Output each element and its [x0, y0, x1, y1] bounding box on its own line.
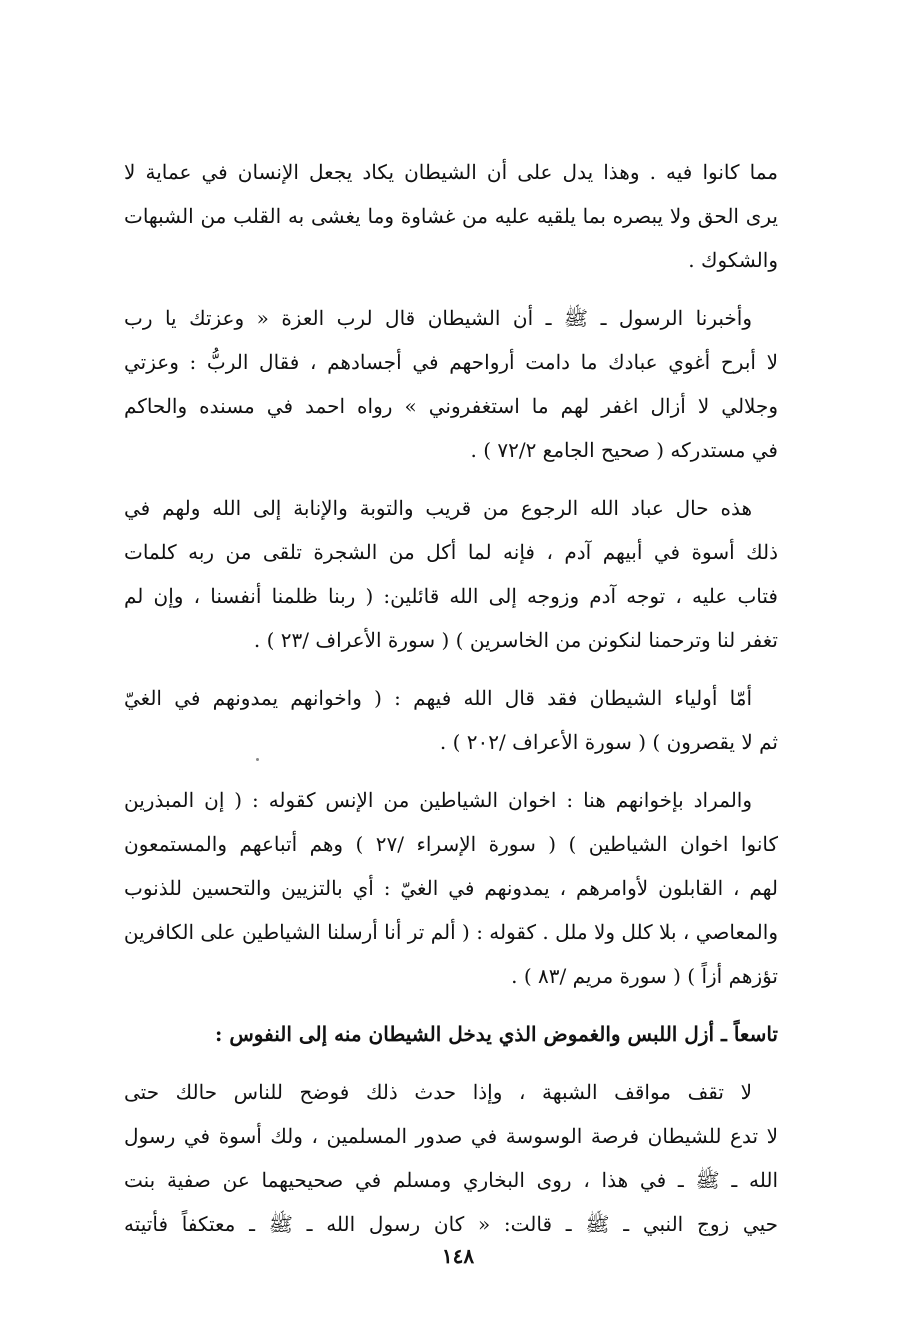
text-line: حيي زوج النبي ـ ﷺ ـ قالت: « كان رسول الله ـ ﷺ ـ معتكفاً فأتيته — [124, 1212, 778, 1236]
text-line: لهم ، القابلون لأوامرهم ، يمدونهم في الغيّ : أي بالتزيين والتحسين للذنوب — [124, 876, 778, 900]
page-number: ١٤٨ — [441, 1244, 475, 1268]
paragraph — [124, 296, 778, 472]
text-line: لا تقف مواقف الشبهة ، وإذا حدث ذلك فوضح للناس حالك حتى — [124, 1080, 752, 1104]
text-line: والشكوك . — [688, 248, 778, 272]
paragraph — [124, 778, 778, 998]
text-line: الله ـ ﷺ ـ في هذا ، روى البخاري ومسلم في صحيحيهما عن صفية بنت — [124, 1168, 778, 1192]
text-line: فتاب عليه ، توجه آدم وزوجه إلى الله قائلين: ( ربنا ظلمنا أنفسنا ، وإن لم — [124, 584, 778, 608]
text-line: في مستدركه ( صحيح الجامع ٧٢/٢ ) . — [470, 438, 778, 462]
text-line: لا أبرح أغوي عبادك ما دامت أرواحهم في أجسادهم ، فقال الربُّ : وعزتي — [124, 350, 778, 374]
text-line: والمعاصي ، بلا كلل ولا ملل . كقوله : ( ألم تر أنا أرسلنا الشياطين على الكافرين — [124, 920, 778, 944]
text-line: وأخبرنا الرسول ـ ﷺ ـ أن الشيطان قال لرب العزة « وعزتك يا رب — [124, 306, 752, 330]
text-line: يرى الحق ولا يبصره بما يلقيه عليه من غشاوة وما يغشى به القلب من الشبهات — [124, 204, 778, 228]
section-heading — [124, 1012, 778, 1056]
paragraph — [124, 676, 778, 764]
text-line: والمراد بإخوانهم هنا : اخوان الشياطين من الإنس كقوله : ( إن المبذرين — [124, 788, 752, 812]
paragraph — [124, 1070, 778, 1246]
text-line: ذلك أسوة في أبيهم آدم ، فإنه لما أكل من الشجرة تلقى من ربه كلمات — [124, 540, 778, 564]
body-text — [124, 150, 778, 1260]
text-line: كانوا اخوان الشياطين ) ( سورة الإسراء /٢٧ ) وهم أتباعهم والمستمعون — [124, 832, 778, 856]
text-line: تؤزهم أزاً ) ( سورة مريم /٨٣ ) . — [511, 964, 778, 988]
text-line: تغفر لنا وترحمنا لنكونن من الخاسرين ) ( سورة الأعراف /٢٣ ) . — [253, 628, 778, 652]
text-line: أمّا أولياء الشيطان فقد قال الله فيهم : ( واخوانهم يمدونهم في الغيّ — [124, 686, 752, 710]
paragraph — [124, 150, 778, 282]
text-line: هذه حال عباد الله الرجوع من قريب والتوبة والإنابة إلى الله ولهم في — [124, 496, 752, 520]
text-line: ثم لا يقصرون ) ( سورة الأعراف /٢٠٢ ) . — [439, 730, 778, 754]
heading-line: تاسعاً ـ أزل اللبس والغموض الذي يدخل الشيطان منه إلى النفوس : — [214, 1022, 778, 1046]
text-line: مما كانوا فيه . وهذا يدل على أن الشيطان يكاد يجعل الإنسان في عماية لا — [124, 160, 778, 184]
text-line: لا تدع للشيطان فرصة الوسوسة في صدور المسلمين ، ولك أسوة في رسول — [124, 1124, 778, 1148]
paragraph — [124, 486, 778, 662]
text-line: وجلالي لا أزال اغفر لهم ما استغفروني » رواه احمد في مسنده والحاكم — [124, 394, 778, 418]
